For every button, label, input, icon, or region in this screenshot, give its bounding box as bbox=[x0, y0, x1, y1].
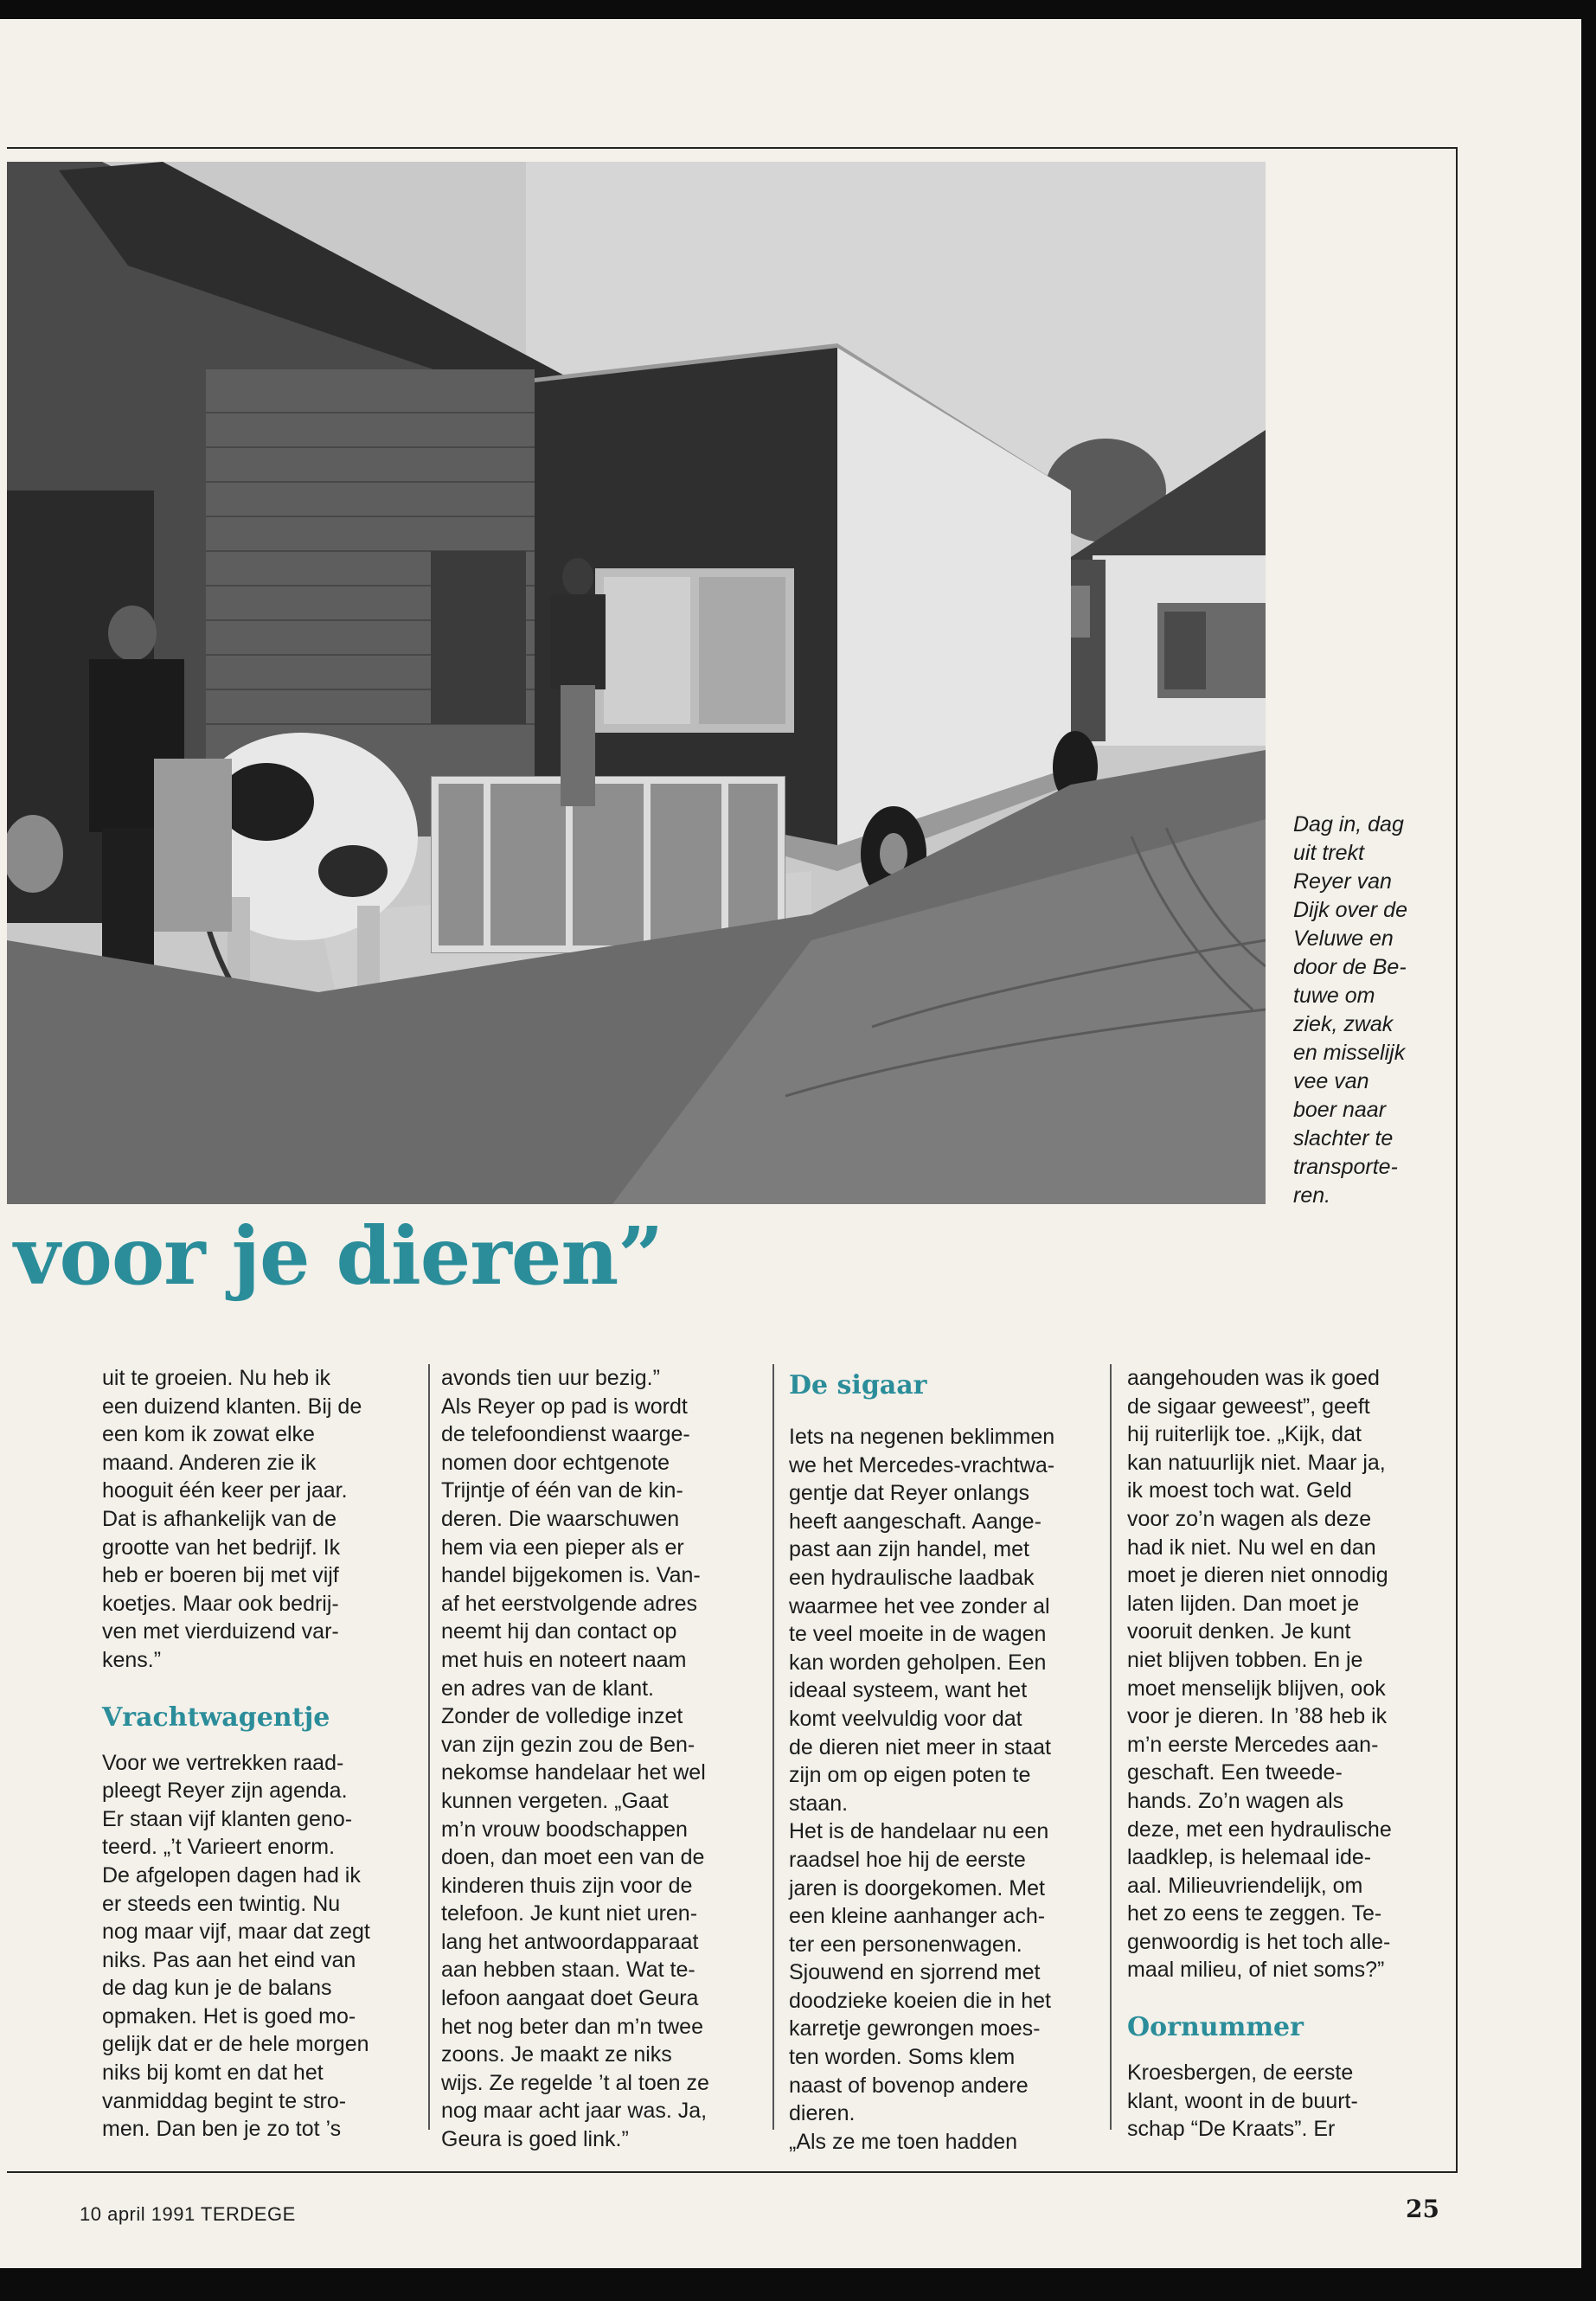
text-line: maal milieu, of niet soms?” bbox=[1127, 1958, 1385, 1983]
text-line: m’n vrouw boodschappen bbox=[441, 1817, 688, 1842]
text-line: De afgelopen dagen had ik bbox=[102, 1862, 361, 1888]
text-line: kan natuurlijk niet. Maar ja, bbox=[1127, 1450, 1386, 1475]
text-line: doen, dan moet een van de bbox=[441, 1845, 705, 1870]
text-line: deze, met een hydraulische bbox=[1127, 1817, 1392, 1842]
text-line: uit te groeien. Nu heb ik bbox=[102, 1366, 331, 1390]
article-headline: voor je dieren” bbox=[14, 1209, 663, 1303]
caption-line: Reyer van bbox=[1293, 869, 1392, 894]
text-line: komt veelvuldig voor dat bbox=[789, 1706, 1022, 1731]
text-line: heeft aangeschaft. Aange- bbox=[789, 1509, 1042, 1534]
text-line: Voor we vertrekken raad- bbox=[102, 1750, 344, 1775]
caption-line: Dag in, dag bbox=[1293, 812, 1404, 836]
text-line: vooruit denken. Je kunt bbox=[1127, 1619, 1351, 1644]
text-line: nog maar acht jaar was. Ja, bbox=[441, 2099, 708, 2124]
text-line: niet blijven tobben. En je bbox=[1127, 1647, 1363, 1672]
text-line: een kleine aanhanger ach- bbox=[789, 1904, 1046, 1929]
text-line: hem via een pieper als er bbox=[441, 1535, 684, 1560]
column-divider bbox=[772, 1364, 774, 2130]
text-line: af het eerstvolgende adres bbox=[441, 1591, 698, 1616]
text-line: karretje gewrongen moes- bbox=[789, 2016, 1041, 2041]
magazine-page bbox=[0, 19, 1581, 2268]
text-line: kunnen vergeten. „Gaat bbox=[441, 1788, 669, 1813]
text-line: teerd. „’t Varieert enorm. bbox=[102, 1835, 336, 1860]
text-line: Iets na negenen beklimmen bbox=[789, 1425, 1055, 1449]
text-line: koetjes. Maar ook bedrij- bbox=[102, 1591, 339, 1616]
text-line: staan. bbox=[789, 1791, 849, 1816]
text-line: geschaft. Een tweede- bbox=[1127, 1760, 1343, 1785]
text-line: vanmiddag begint te stro- bbox=[102, 2088, 347, 2113]
text-line: een kom ik zowat elke bbox=[102, 1422, 315, 1447]
text-line: gentje dat Reyer onlangs bbox=[789, 1481, 1029, 1506]
text-line: schap “De Kraats”. Er bbox=[1127, 2117, 1336, 2142]
text-line: jaren is doorgekomen. Met bbox=[789, 1875, 1045, 1900]
text-line: Zonder de volledige inzet bbox=[441, 1704, 683, 1729]
caption-line: slachter te bbox=[1293, 1126, 1394, 1150]
article-column-2 bbox=[441, 1364, 761, 2154]
text-line: niks. Pas aan het eind van bbox=[102, 1947, 356, 1972]
photo-cow-loading-truck bbox=[7, 162, 1266, 1204]
text-line: naast of bovenop andere bbox=[789, 2073, 1029, 2098]
caption-line: vee van bbox=[1293, 1069, 1369, 1093]
text-line: lang het antwoordapparaat bbox=[441, 1929, 699, 1954]
text-line: Het is de handelaar nu een bbox=[789, 1819, 1049, 1844]
text-line: neemt hij dan contact op bbox=[441, 1619, 677, 1644]
text-line: hands. Zo’n wagen als bbox=[1127, 1788, 1344, 1813]
text-line: een hydraulische laadbak bbox=[789, 1565, 1035, 1590]
caption-line: door de Be- bbox=[1293, 955, 1407, 979]
text-line: ik moest toch wat. Geld bbox=[1127, 1478, 1352, 1503]
text-line: kan worden geholpen. Een bbox=[789, 1650, 1047, 1675]
text-line: Kroesbergen, de eerste bbox=[1127, 2061, 1354, 2086]
text-line: het zo eens te zeggen. Te- bbox=[1127, 1901, 1382, 1926]
text-line: Er staan vijf klanten geno- bbox=[102, 1806, 353, 1831]
text-line: de telefoondienst waarge- bbox=[441, 1422, 690, 1447]
text-line: ideaal systeem, want het bbox=[789, 1678, 1028, 1703]
photo-caption bbox=[1293, 811, 1449, 1210]
text-line: heb er boeren bij met vijf bbox=[102, 1563, 339, 1588]
text-line: voor zo’n wagen als deze bbox=[1127, 1506, 1372, 1531]
text-line: aan hebben staan. Wat te- bbox=[441, 1958, 695, 1983]
text-line: waarmee het vee zonder al bbox=[789, 1593, 1050, 1618]
text-line: voor je dieren. In ’88 heb ik bbox=[1127, 1704, 1388, 1729]
right-rule bbox=[1456, 147, 1458, 2171]
text-line: ter een personenwagen. bbox=[789, 1932, 1022, 1957]
bottom-rule bbox=[7, 2171, 1458, 2173]
text-line: pleegt Reyer zijn agenda. bbox=[102, 1779, 348, 1804]
text-line: laten lijden. Dan moet je bbox=[1127, 1591, 1360, 1616]
caption-line: tuwe om bbox=[1293, 984, 1375, 1008]
top-rule bbox=[7, 147, 1458, 149]
text-line: m’n eerste Mercedes aan- bbox=[1127, 1732, 1379, 1757]
text-line: moet menselijk blijven, ook bbox=[1127, 1676, 1386, 1701]
text-line: moet je dieren niet onnodig bbox=[1127, 1563, 1388, 1588]
caption-line: transporte- bbox=[1293, 1155, 1398, 1179]
caption-line: ren. bbox=[1293, 1183, 1331, 1208]
text-line: Dat is afhankelijk van de bbox=[102, 1506, 337, 1531]
text-line: aal. Milieuvriendelijk, om bbox=[1127, 1873, 1363, 1898]
subheading-de-sigaar: De sigaar bbox=[789, 1370, 927, 1400]
text-line: doodzieke koeien die in het bbox=[789, 1988, 1052, 2013]
text-line: ten worden. Soms klem bbox=[789, 2045, 1016, 2070]
page-number: 25 bbox=[1406, 2195, 1439, 2223]
text-line: kinderen thuis zijn voor de bbox=[441, 1873, 693, 1898]
issue-footer: 10 april 1991 TERDEGE bbox=[80, 2203, 296, 2225]
text-line: niks bij komt en dat het bbox=[102, 2061, 324, 2086]
text-line: ven met vierduizend var- bbox=[102, 1619, 339, 1644]
text-line: avonds tien uur bezig.” bbox=[441, 1366, 660, 1390]
text-line: te veel moeite in de wagen bbox=[789, 1622, 1047, 1647]
text-line: genwoordig is het toch alle- bbox=[1127, 1929, 1391, 1954]
text-line: zijn om op eigen poten te bbox=[789, 1763, 1031, 1788]
text-line: zoons. Je maakt ze niks bbox=[441, 2042, 672, 2067]
text-line: er steeds een twintig. Nu bbox=[102, 1891, 341, 1916]
text-line: kens.” bbox=[102, 1647, 162, 1672]
text-line: nekomse handelaar het wel bbox=[441, 1760, 706, 1785]
text-line: laadklep, is helemaal ide- bbox=[1127, 1845, 1372, 1870]
text-line: de dieren niet meer in staat bbox=[789, 1734, 1051, 1759]
text-line: een duizend klanten. Bij de bbox=[102, 1394, 362, 1419]
article-column-4 bbox=[1127, 1364, 1447, 2144]
text-line: de dag kun je de balans bbox=[102, 1976, 332, 2001]
caption-line: boer naar bbox=[1293, 1098, 1387, 1122]
text-line: gelijk dat er de hele morgen bbox=[102, 2032, 369, 2057]
text-line: raadsel hoe hij de eerste bbox=[789, 1847, 1026, 1872]
text-line: van zijn gezin zou de Ben- bbox=[441, 1732, 695, 1757]
text-line: men. Dan ben je zo tot ’s bbox=[102, 2117, 342, 2142]
article-column-3 bbox=[789, 1364, 1109, 2156]
text-line: hooguit één keer per jaar. bbox=[102, 1478, 348, 1503]
caption-line: en misselijk bbox=[1293, 1041, 1406, 1065]
text-line: nomen door echtgenote bbox=[441, 1450, 670, 1475]
text-line: Geura is goed link.” bbox=[441, 2127, 629, 2152]
text-line: opmaken. Het is goed mo- bbox=[102, 2003, 356, 2029]
text-line: we het Mercedes-vrachtwa- bbox=[789, 1452, 1055, 1477]
text-line: past aan zijn handel, met bbox=[789, 1537, 1029, 1562]
caption-line: Dijk over de bbox=[1293, 898, 1407, 922]
text-line: grootte van het bedrijf. Ik bbox=[102, 1535, 341, 1560]
column-divider bbox=[1110, 1364, 1112, 2130]
text-line: hij ruiterlijk toe. „Kijk, dat bbox=[1127, 1422, 1362, 1447]
article-column-1 bbox=[102, 1364, 422, 2144]
text-line: maand. Anderen zie ik bbox=[102, 1450, 317, 1475]
text-line: dieren. bbox=[789, 2101, 856, 2126]
text-line: het nog beter dan m’n twee bbox=[441, 2014, 703, 2039]
text-line: Trijntje of één van de kin- bbox=[441, 1478, 683, 1503]
subheading-vrachtwagentje: Vrachtwagentje bbox=[102, 1702, 330, 1733]
text-line: handel bijgekomen is. Van- bbox=[441, 1563, 701, 1588]
text-line: en adres van de klant. bbox=[441, 1676, 654, 1701]
caption-line: Veluwe en bbox=[1293, 926, 1394, 951]
text-line: Als Reyer op pad is wordt bbox=[441, 1394, 688, 1419]
text-line: telefoon. Je kunt niet uren- bbox=[441, 1901, 698, 1926]
text-line: met huis en noteert naam bbox=[441, 1647, 687, 1672]
text-line: aangehouden was ik goed bbox=[1127, 1366, 1380, 1390]
caption-line: uit trekt bbox=[1293, 841, 1364, 865]
subheading-oornummer: Oornummer bbox=[1127, 2012, 1304, 2043]
text-line: klant, woont in de buurt- bbox=[1127, 2088, 1358, 2113]
text-line: „Als ze me toen hadden bbox=[789, 2129, 1018, 2154]
text-line: Sjouwend en sjorrend met bbox=[789, 1960, 1041, 1985]
text-line: had ik niet. Nu wel en dan bbox=[1127, 1535, 1376, 1560]
text-line: nog maar vijf, maar dat zegt bbox=[102, 1920, 370, 1945]
text-line: de sigaar geweest”, geeft bbox=[1127, 1394, 1370, 1419]
text-line: wijs. Ze regelde ’t al toen ze bbox=[441, 2070, 709, 2095]
text-line: lefoon aangaat doet Geura bbox=[441, 1986, 699, 2011]
caption-line: ziek, zwak bbox=[1293, 1012, 1394, 1036]
column-divider bbox=[428, 1364, 430, 2130]
text-line: deren. Die waarschuwen bbox=[441, 1506, 680, 1531]
